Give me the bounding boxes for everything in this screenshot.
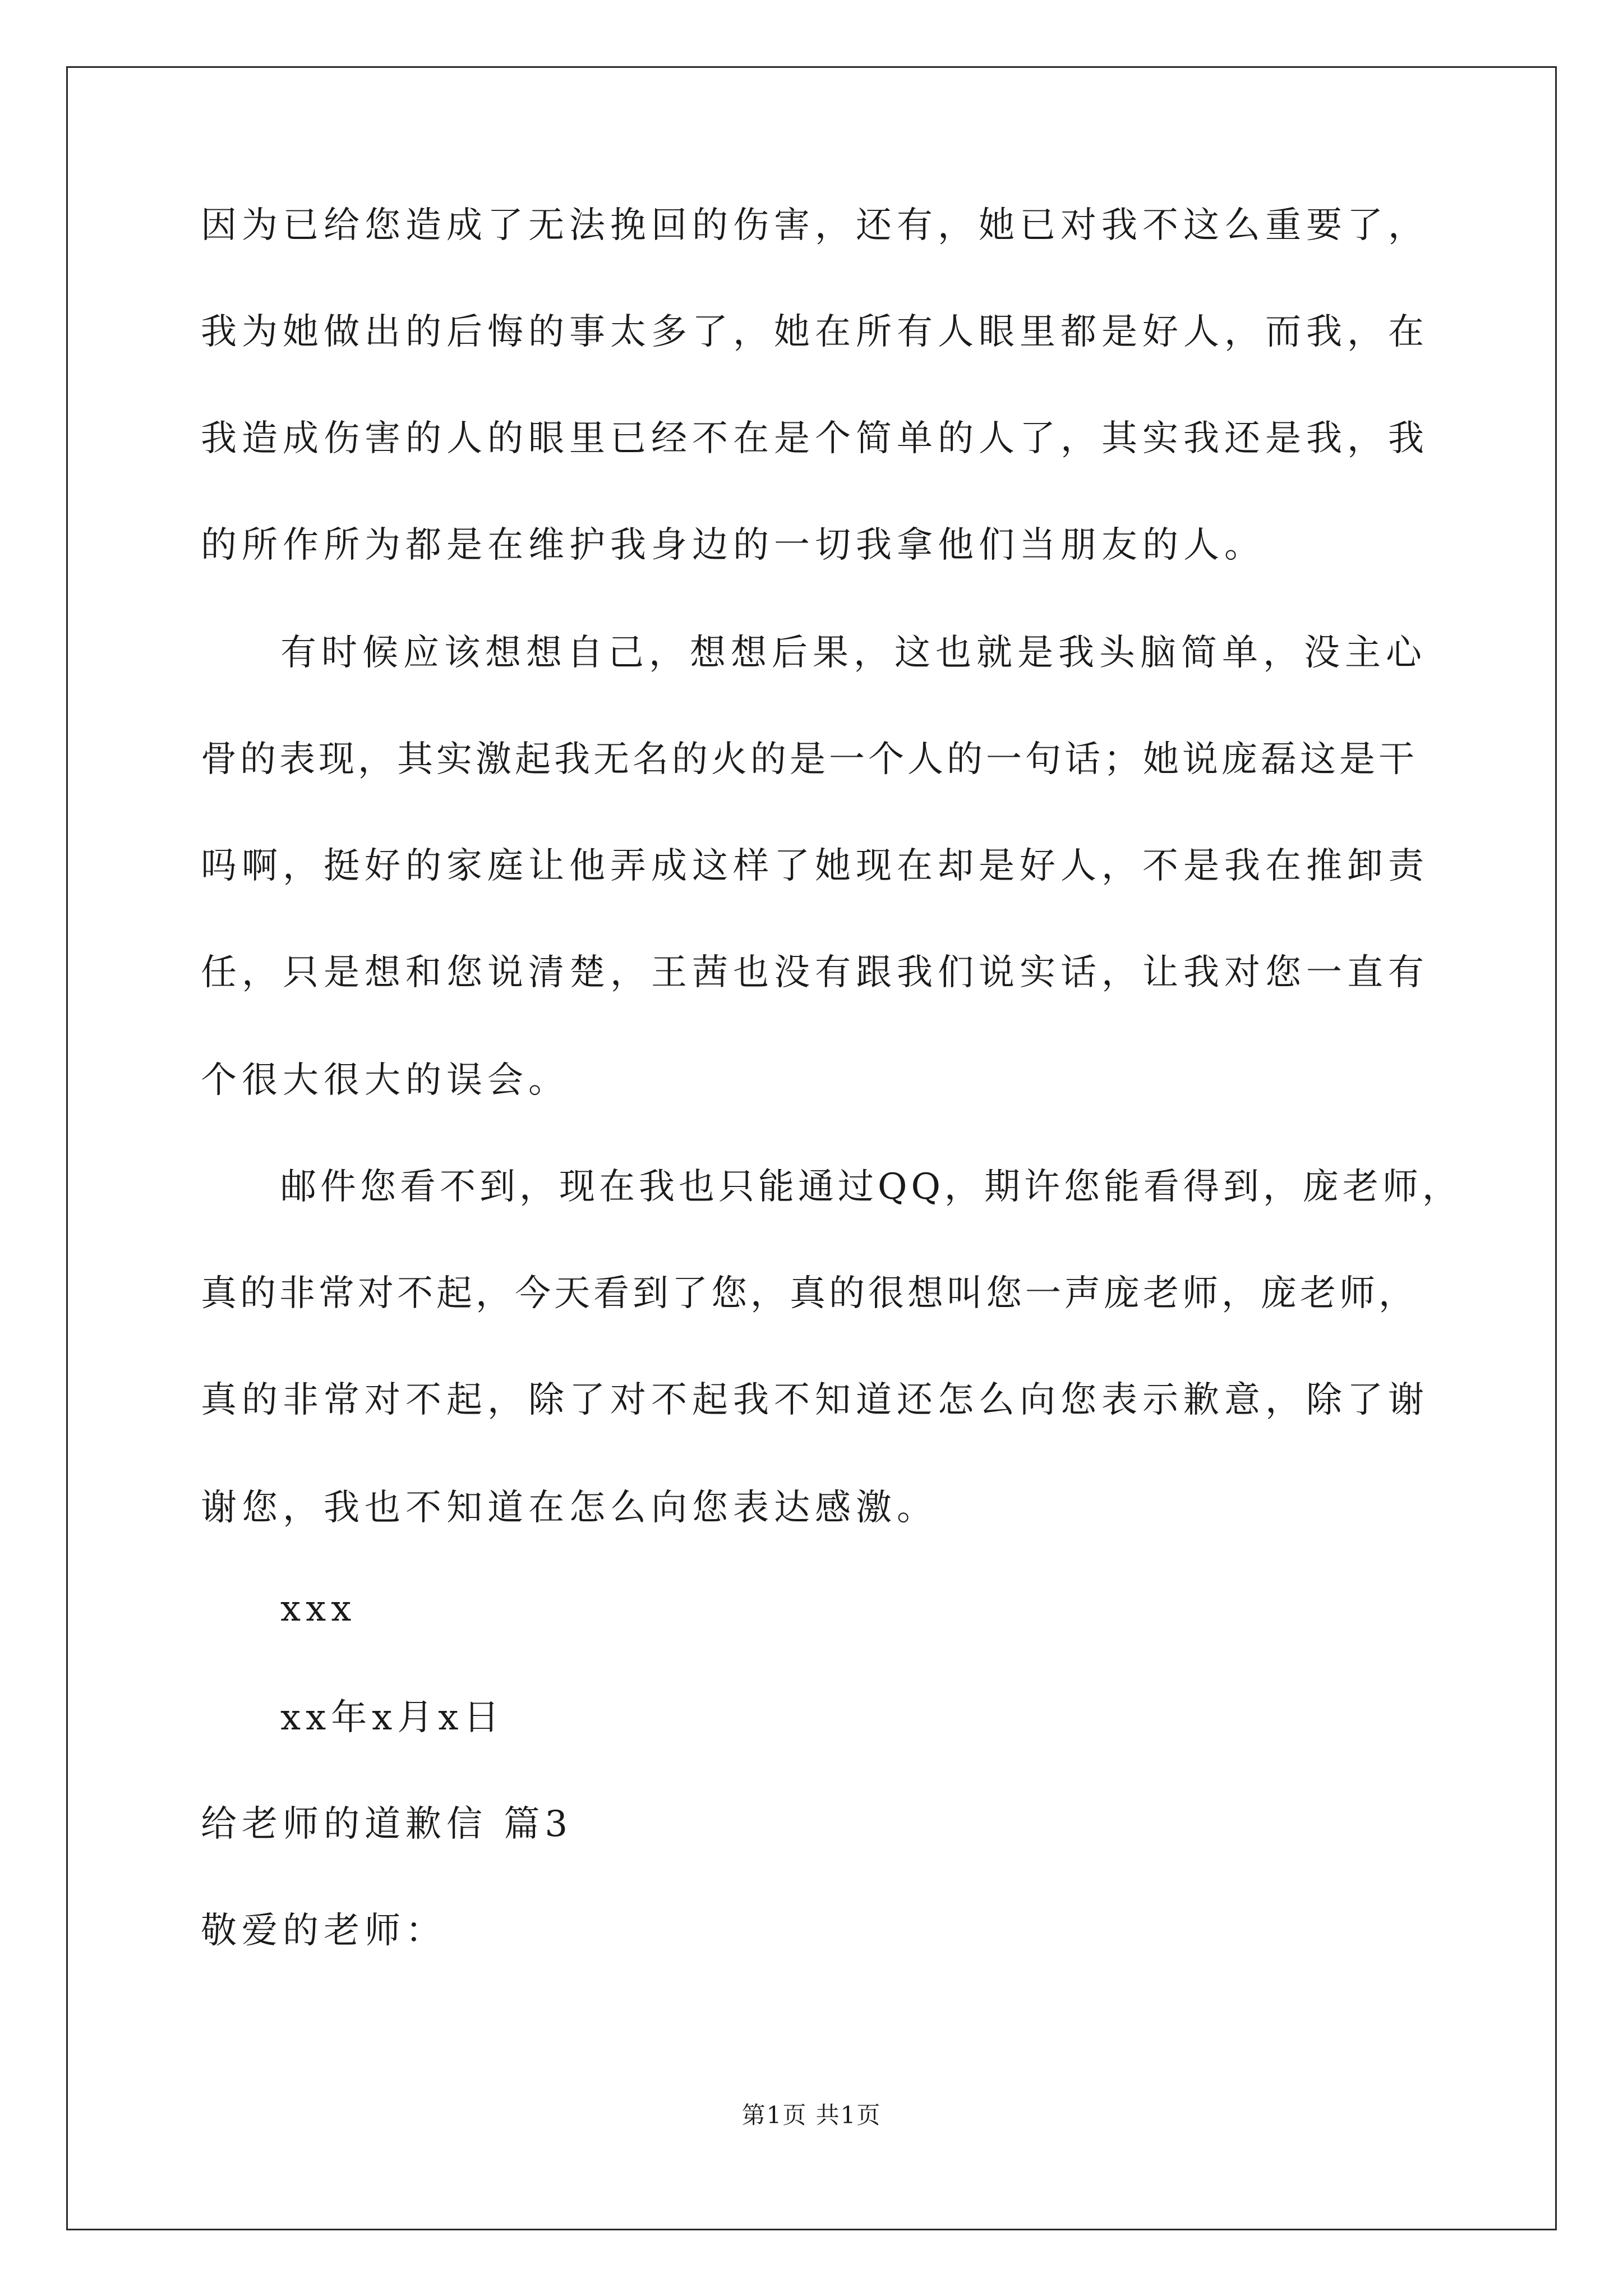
- body-line: 因为已给您造成了无法挽回的伤害，还有，她已对我不这么重要了，: [201, 205, 1429, 246]
- signature-name: xxx: [280, 1588, 357, 1630]
- body-line: 谢您，我也不知道在怎么向您表达感激。: [201, 1487, 938, 1529]
- page-footer: 第1页 共1页: [741, 2101, 882, 2129]
- body-line: 任，只是想和您说清楚，王茜也没有跟我们说实话，让我对您一直有: [201, 952, 1429, 993]
- body-line: 真的非常对不起，今天看到了您，真的很想叫您一声庞老师，庞老师，: [201, 1273, 1418, 1314]
- paragraph-start-line: 有时候应该想想自己，想想后果，这也就是我头脑简单，没主心: [280, 632, 1427, 674]
- page-border: [66, 66, 1557, 2230]
- section-heading: 给老师的道歉信 篇3: [201, 1803, 573, 1845]
- body-line: 个很大很大的误会。: [201, 1060, 569, 1101]
- body-line: 的所作所为都是在维护我身边的一切我拿他们当朋友的人。: [201, 524, 1265, 566]
- salutation: 敬爱的老师：: [201, 1910, 446, 1952]
- body-line: 我造成伤害的人的眼里已经不在是个简单的人了，其实我还是我，我: [201, 418, 1429, 459]
- body-line: 骨的表现，其实激起我无名的火的是一个人的一句话；她说庞磊这是干: [201, 739, 1418, 780]
- body-line: 吗啊，挺好的家庭让他弄成这样了她现在却是好人，不是我在推卸责: [201, 845, 1429, 887]
- signature-date: xx年x月x日: [280, 1697, 505, 1738]
- body-line: 我为她做出的后悔的事太多了，她在所有人眼里都是好人，而我，在: [201, 311, 1429, 353]
- body-line: 真的非常对不起，除了对不起我不知道还怎么向您表示歉意，除了谢: [201, 1379, 1429, 1421]
- paragraph-start-line: 邮件您看不到，现在我也只能通过QQ，期许您能看得到，庞老师，: [280, 1166, 1462, 1208]
